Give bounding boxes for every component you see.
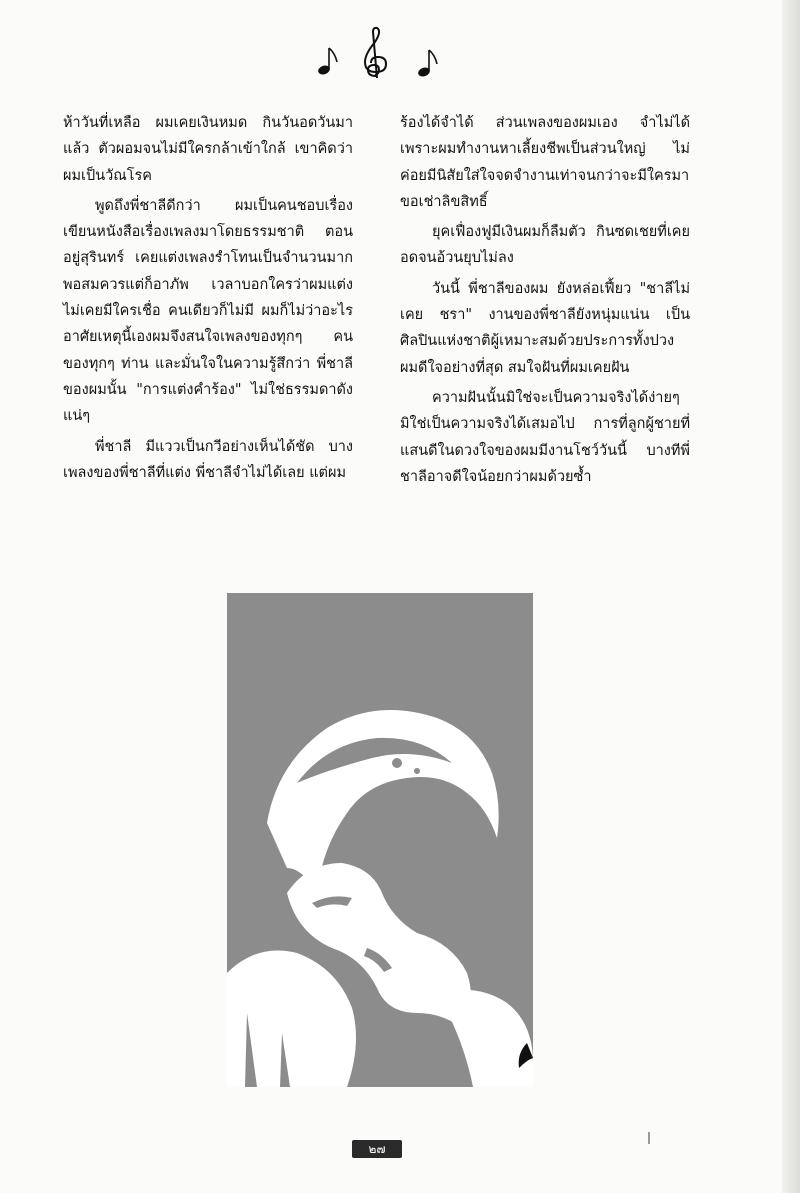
left-text-column (63, 110, 353, 486)
page-number: ๒๗ (352, 1140, 402, 1158)
right-text-column (400, 110, 690, 490)
paragraph: พูดถึงพี่ชาลีดีกว่า ผมเป็นคนชอบเรื่องเขียนหนังสือเรื่องเพลงมาโดยธรรมชาติ ตอนอยู่สุรินทร์ เคยแต่งเพลงรำโทนเป็นจำนวนมากพอสมควรแต่ก็อาภัพ เวลาบอกใครว่าผมแต่ง ไม่เคยมีใครเชื่อ คนเดียวก็ไม่มี ผมก็ไม่ว่าอะไร อาศัยเหตุนี้เองผมจึงสนใจเพลงของทุกๆ คน ของทุกๆ ท่าน และมั่นใจในความรู้สึกว่า พี่ชาลีของผมนั้น "การแต่งคำร้อง" ไม่ใช่ธรรมดาดังแน่ๆ (63, 197, 353, 425)
paragraph: พี่ชาลี มีแววเป็นกวีอย่างเห็นได้ชัด บางเพลงของพี่ชาลีที่แต่ง พี่ชาลีจำไม่ได้เลย แต่ผม (63, 438, 353, 481)
eighth-note-icon (417, 50, 437, 78)
paragraph: ร้องได้จำได้ ส่วนเพลงของผมเอง จำไม่ได้เพราะผมทำงานหาเลี้ยงชีพเป็นส่วนใหญ่ ไม่ค่อยมีนิสัยใส่ใจจดจำงานเท่าจนกว่าจะมีใครมาขอเช่าลิขสิทธิ์ (400, 115, 690, 210)
portrait-photo (227, 593, 533, 1087)
paragraph: ความฝันนั้นมิใช่จะเป็นความจริงได้ง่ายๆ มิใช่เป็นความจริงได้เสมอไป การที่ลูกผู้ชายที่แสนดีในดวงใจของผมมีงานโชว์วันนี้ บางทีพี่ชาลีอาจดีใจน้อยกว่าผมด้วยซ้ำ (400, 389, 690, 485)
paragraph: ห้าวันที่เหลือ ผมเคยเงินหมด กินวันอดวันมา แล้ว ตัวผอมจนไม่มีใครกล้าเข้าใกล้ เขาคิดว่าผมเป็นวัณโรค (63, 115, 353, 184)
portrait-illustration (227, 593, 533, 1087)
paragraph: วันนี้ พี่ชาลีของผม ยังหล่อเฟี้ยว "ชาลีไม่เคย ชรา" งานของพี่ชาลียังหนุ่มแน่น เป็นศิลปินแห่งชาติผู้เหมาะสมด้วยประการทั้งปวง ผมดีใจอย่างที่สุด สมใจฝันที่ผมเคยฝัน (400, 280, 690, 376)
music-ornament (310, 26, 440, 82)
scan-mark (648, 1132, 650, 1144)
page-edge-shadow (782, 0, 800, 1193)
paragraph: ยุคเฟื่องฟูมีเงินผมก็ลืมตัว กินซดเชยที่เคยอดจนอ้วนยุบไม่ลง (400, 224, 690, 267)
treble-clef-icon (365, 28, 386, 78)
eighth-note-icon (317, 48, 337, 76)
